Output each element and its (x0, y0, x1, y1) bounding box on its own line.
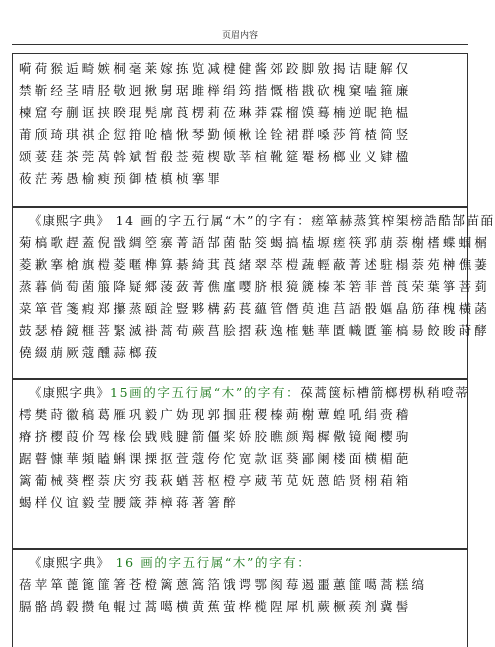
text-line: 膈骼鸪毂攒龟輥过蒿噶横黄蕉萤桦榄陧犀机蕨橛蒺剂冀髻 (19, 599, 412, 614)
text-line: 蝎样仪谊毅莹腰箴莽樟蒋著箸醉 (19, 495, 239, 510)
source-label: 《康熙字典》 (29, 385, 111, 400)
text-line: 莜茫莠愚榆瘐预御楂槙桢搴罪 (19, 171, 224, 186)
section-15-strokes (12, 379, 468, 549)
source-label: 《康熙字典》 (29, 213, 111, 228)
section-intro (13, 210, 495, 232)
intro-quote: “木” (213, 385, 244, 400)
section-intro (13, 382, 470, 404)
char-lines (13, 208, 495, 364)
text-line: 樗樊莳徽稿葛雁巩毅广妫现郭掴莊稷榛蒴榭蕈蝗吼绢赍稽 (19, 407, 412, 422)
section-14-strokes (12, 207, 495, 379)
source-label: 《康熙字典》 (29, 555, 111, 570)
intro-tail: 的字有： (254, 213, 312, 228)
text-line: 楝窟夸蒯诓挟睽琨髡廓莨楞莉莅琳莽霖榴馍蓦楠逆昵艳榅 (19, 105, 412, 120)
text-line: 蓓苹箪蓖篦篚箸苍橙篱蒽篙箔饿谔鄂阂莓遏噩蕙篚噶蒿糕缟 (19, 577, 428, 592)
intro-quote: “木” (224, 213, 255, 228)
text-line: 颂荽莛茶莞莴斡斌皙殽莶菀楔歇莘楦靴筵罨杨榔业义肄楹 (19, 149, 412, 164)
header-title: 页眉内容 (221, 31, 258, 41)
text-line: 莆颀琦琪祺企愆箝呛樯愀琴勤倾楸诠铨裙群嗓莎筲楂简竖 (19, 127, 412, 142)
text-line: 鼓瑟椿鏡榧菩緊滅褂蒿荀蕨菖脍摺萩逸榷魅華匱幟匱箠槁昜餃睃莳酵 (19, 323, 491, 338)
intro-text: 15画的字五行属 (110, 385, 214, 400)
char-lines (13, 550, 467, 618)
section-intro (13, 552, 467, 574)
text-line: 菊槁歌趕蓋倪戩綢箜寨菁語郜菌骷筊蝎搞榼塬瘥筷郛萠萘榭榰蝶蝈榍 (19, 235, 491, 250)
text-line: 篱葡械葵樫萘庆穷莪萩蝤菩枢橙亭葳苇苋妩蒽皓贤栩葙箱 (19, 473, 412, 488)
text-line: 菜箪菅箋瘕郑攥蒸頤詮豎夥構葯萇蘊管僭萸進莒語骰嫗皛筋葎槐橫菡 (19, 301, 491, 316)
section-continuation (12, 53, 468, 207)
intro-text: 14 画的字五行属 (110, 213, 225, 228)
intro-chars: 葆蒿箧标槽箭榔楞枞稍噔蒂 (300, 385, 470, 400)
text-line: 瘠挤樱葭价驾椽侩戥贱腱箭僵桨娇胶瞧颜羯樨儆镜阉樱驹 (19, 429, 412, 444)
intro-tail: 的字有： (254, 555, 312, 570)
header-divider (12, 44, 468, 45)
char-lines (13, 54, 467, 190)
intro-quote: “木” (224, 555, 255, 570)
intro-chars: 瘥箪赫蒸箕榨榘榜誥酷郜苗皕 (311, 213, 495, 228)
char-lines (13, 380, 470, 514)
text-line: 禁靳经茎晴胫敬迥揪舅琚雎榉绢筠揩慨楷戡砍槐窠嗑箍廉 (19, 83, 412, 98)
section-16-strokes (12, 549, 468, 647)
text-line: 蒸暮倘萄菌箙降疑郷蓤蔹菁僬廑嘤脐根獍篪榛苯箬菲普莨荣葉箏菩菿 (19, 279, 491, 294)
intro-tail: 的字有： (243, 385, 301, 400)
text-line: 僥綴萠厥蔻醺蒜榔菝 (19, 345, 161, 360)
text-line: 嗬荷猴逅畸嫉桐毫莱嫁拣览减楗健酱郊跤脚敫揭诘睫解仅 (19, 61, 412, 76)
text-line: 踞瞽慷華頻瞌蝌课搮抠萱蔻侉佗宽款诓葵鄙阑楼面横楣葩 (19, 451, 412, 466)
text-line: 菱歉搴槍旗榿菱暱榫算綦綺萁莨緒翠萃榿蔬輕蔽菁述駐榻萘苑榊僬萋 (19, 257, 491, 272)
intro-text: 16 画的字五行属 (110, 555, 225, 570)
